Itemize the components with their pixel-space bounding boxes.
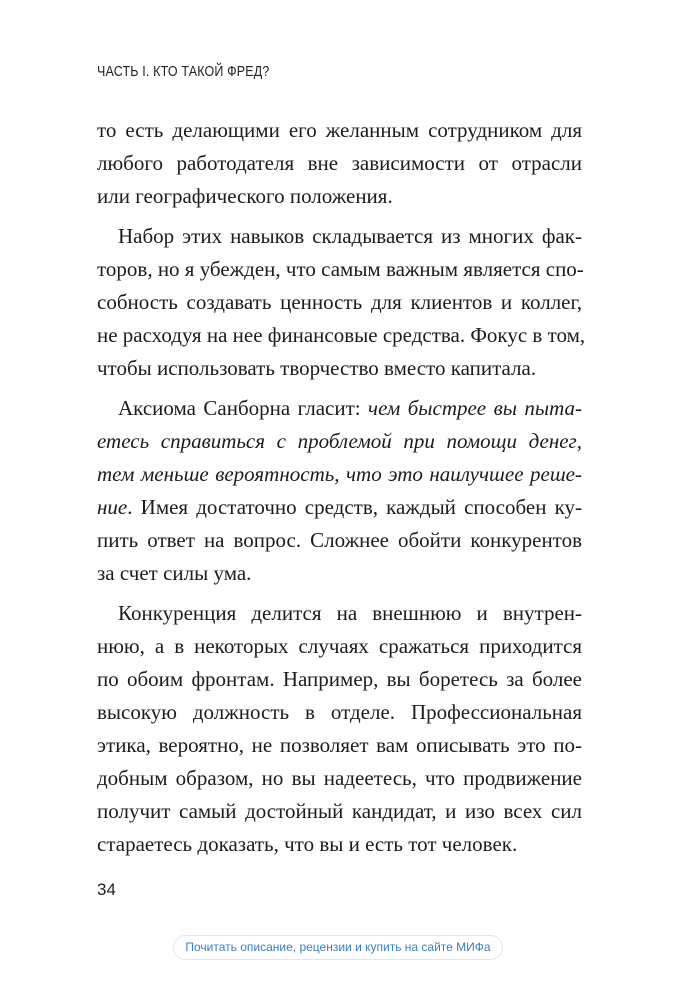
running-head: ЧАСТЬ I. КТО ТАКОЙ ФРЕД? [97, 64, 270, 80]
text-line [97, 630, 582, 663]
paragraph [97, 114, 582, 213]
text-run: любого работодателя вне зависимости от отрасли [97, 151, 582, 175]
paragraph-gap [97, 213, 582, 220]
text-line [97, 253, 582, 286]
text-run: пить ответ на вопрос. Сложнее обойти конкурентов [97, 528, 582, 552]
text-run: Аксиома Санборна гласит: [118, 396, 369, 420]
text-line [97, 795, 582, 828]
text-run: этика, вероятно, не позволяет вам описывать это по- [97, 733, 582, 757]
text-run: стараетесь доказать, что вы и есть тот человек. [97, 832, 518, 856]
paragraph-gap [97, 385, 582, 392]
paragraph [97, 392, 582, 590]
text-run: или географического положения. [97, 184, 393, 208]
text-run: добным образом, но вы надеетесь, что продвижение [97, 766, 582, 790]
text-line [97, 425, 582, 458]
text-line [97, 597, 582, 630]
text-line [97, 663, 582, 696]
text-line [97, 114, 582, 147]
paragraph [97, 597, 582, 861]
text-run: нюю, а в некоторых случаях сражаться приходится [97, 634, 582, 658]
text-run: то есть делающими его желанным сотрудником для [97, 118, 582, 142]
text-run: получит самый достойный кандидат, и изо всех сил [97, 799, 582, 823]
text-line [97, 392, 582, 425]
text-line [97, 220, 582, 253]
text-line [97, 286, 582, 319]
text-run: торов, но я убежден, что самым важным является спо- [97, 257, 584, 281]
text-line [97, 828, 582, 861]
italic-text: тем меньше вероятность, что это наилучшее реше- [97, 462, 582, 486]
paragraph-gap [97, 590, 582, 597]
text-run: собность создавать ценность для клиентов и коллег, [97, 290, 582, 314]
body-text [97, 114, 586, 861]
text-line [97, 319, 586, 352]
text-line [97, 524, 582, 557]
paragraph [97, 220, 586, 385]
text-line [97, 352, 582, 385]
text-run: Конкуренция делится на внешнюю и внутрен- [118, 601, 582, 625]
text-line [97, 557, 582, 590]
buy-on-mif-link[interactable]: Почитать описание, рецензии и купить на сайте МИФа [173, 935, 503, 960]
text-run: . Имея достаточно средств, каждый способен ку- [127, 495, 582, 519]
text-run: не расходуя на нее финансовые средства. Фокус в том, [97, 323, 586, 347]
italic-text: чем быстрее вы пыта- [368, 396, 582, 420]
text-run: за счет силы ума. [97, 561, 252, 585]
text-run: чтобы использовать творчество вместо капитала. [97, 356, 537, 380]
page-number: 34 [97, 880, 116, 899]
text-run: по обоим фронтам. Например, вы боретесь за более [97, 667, 582, 691]
text-run: высокую должность в отделе. Профессиональная [97, 700, 582, 724]
text-line [97, 696, 582, 729]
text-line [97, 180, 582, 213]
text-line [97, 147, 582, 180]
italic-text: ние [97, 495, 128, 519]
text-line [97, 458, 582, 491]
text-line [97, 762, 582, 795]
italic-text: етесь справиться с проблемой при помощи денег, [97, 429, 582, 453]
text-line [97, 729, 582, 762]
text-line [97, 491, 582, 524]
text-run: Набор этих навыков складывается из многих фак- [118, 224, 582, 248]
